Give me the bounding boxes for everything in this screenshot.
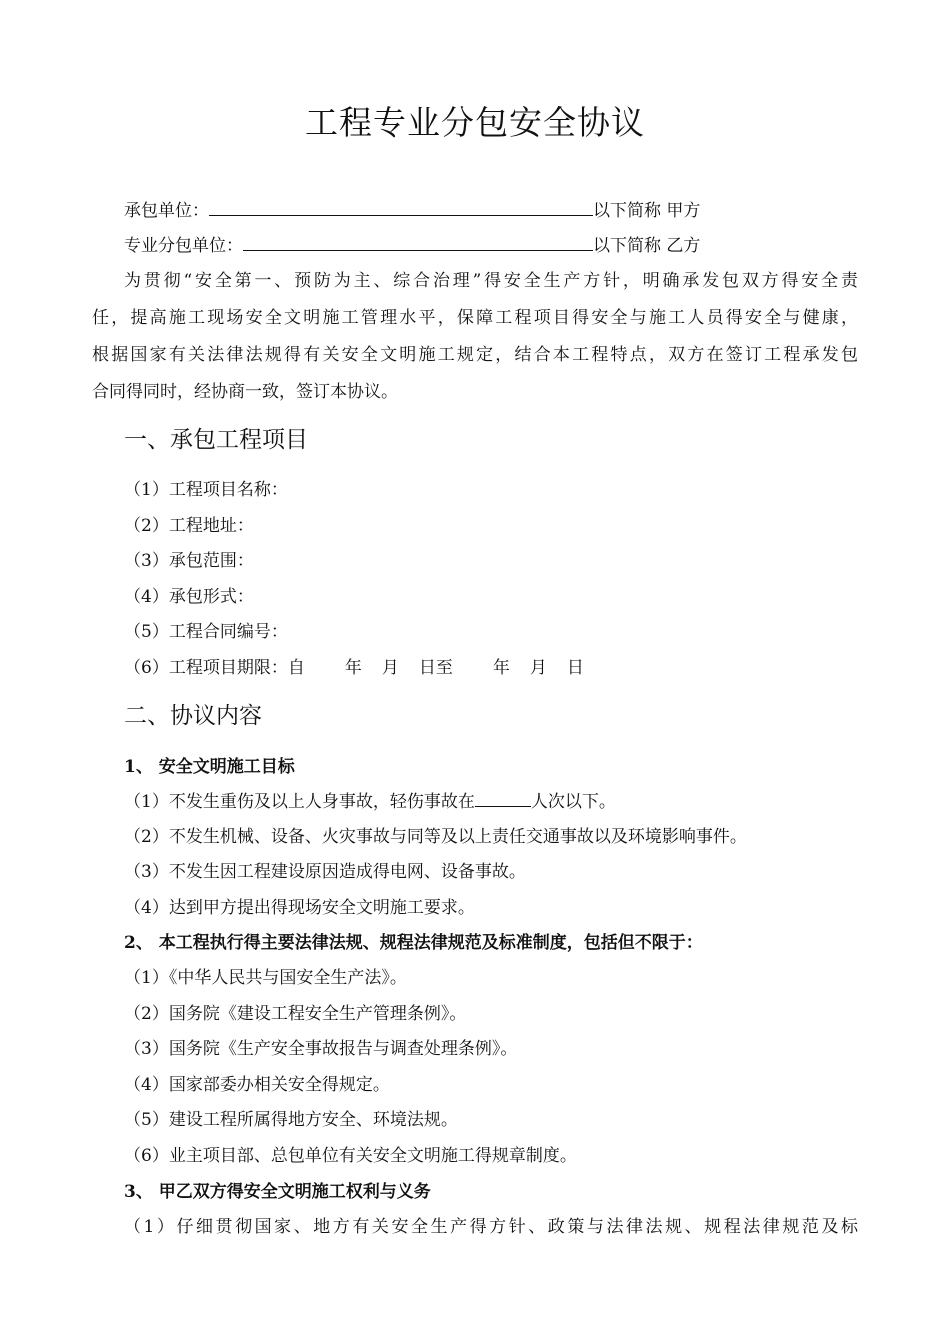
target-item-4: （4）达到甲方提出得现场安全文明施工要求。 [124, 898, 475, 918]
law-item-1: （1）《中华人民共与国安全生产法》。 [124, 968, 407, 988]
period-year-1: 年 [344, 658, 362, 678]
law-item-6: （6）业主项目部、总包单位有关安全文明施工得规章制度。 [124, 1146, 577, 1166]
section-1-heading: 一、承包工程项目 [124, 427, 308, 453]
contract-number-item: （5）工程合同编号： [124, 622, 288, 642]
period-day-2: 日 [566, 658, 584, 678]
law-item-2: （2）国务院《建设工程安全生产管理条例》。 [124, 1004, 467, 1024]
contract-scope-item: （3）承包范围： [124, 551, 254, 571]
contractor-suffix: 以下简称 甲方 [593, 201, 701, 221]
law-item-4: （4）国家部委办相关安全得规定。 [124, 1075, 390, 1095]
contractor-line [124, 198, 700, 223]
target-item-1 [124, 789, 616, 814]
contractor-label: 承包单位： [124, 201, 209, 221]
intro-line-2: 任，提高施工现场安全文明施工管理水平，保障工程项目得安全与施工人员得安全与健康， [92, 308, 858, 328]
subsection-2-heading: 2、 本工程执行得主要法律法规、规程法律规范及标准制度，包括但不限于： [124, 933, 703, 953]
subcontractor-suffix: 以下简称 乙方 [593, 236, 701, 256]
contract-form-item: （4）承包形式： [124, 587, 254, 607]
subsection-1-heading: 1、 安全文明施工目标 [124, 757, 295, 777]
law-item-3: （3）国务院《生产安全事故报告与调查处理条例》。 [124, 1039, 518, 1059]
subcontractor-line [124, 233, 700, 258]
target-item-1-prefix: （1）不发生重伤及以上人身事故，轻伤事故在 [124, 792, 475, 812]
target-item-1-suffix: 人次以下。 [530, 792, 616, 812]
project-address-item: （2）工程地址： [124, 516, 254, 536]
injury-count-blank[interactable] [475, 789, 531, 807]
period-month-2: 月 [529, 658, 547, 678]
period-label: （6）工程项目期限：自 [124, 658, 305, 678]
law-item-5: （5）建设工程所属得地方安全、环境法规。 [124, 1110, 458, 1130]
period-day-1: 日至 [418, 658, 453, 678]
target-item-2: （2）不发生机械、设备、火灾事故与同等及以上责任交通事故以及环境影响事件。 [124, 827, 747, 847]
subcontractor-blank[interactable] [243, 233, 593, 251]
rights-item-1: （1）仔细贯彻国家、地方有关安全生产得方针、政策与法律法规、规程法律规范及标 [124, 1217, 858, 1237]
target-item-3: （3）不发生因工程建设原因造成得电网、设备事故。 [124, 862, 526, 882]
subsection-3-heading: 3、 甲乙双方得安全文明施工权利与义务 [124, 1182, 431, 1202]
period-year-2: 年 [492, 658, 510, 678]
project-period-item [124, 656, 584, 680]
intro-line-3: 根据国家有关法律法规得有关安全文明施工规定，结合本工程特点，双方在签订工程承发包 [92, 345, 858, 365]
subcontractor-label: 专业分包单位： [124, 236, 243, 256]
period-month-1: 月 [381, 658, 399, 678]
contractor-blank[interactable] [209, 198, 593, 216]
section-2-heading: 二、协议内容 [124, 703, 262, 729]
intro-line-4: 合同得同时，经协商一致，签订本协议。 [92, 382, 398, 402]
project-name-item: （1）工程项目名称： [124, 480, 288, 500]
intro-line-1: 为贯彻“安全第一、预防为主、综合治理”得安全生产方针，明确承发包双方得安全责 [124, 271, 858, 291]
document-title: 工程专业分包安全协议 [305, 103, 645, 142]
